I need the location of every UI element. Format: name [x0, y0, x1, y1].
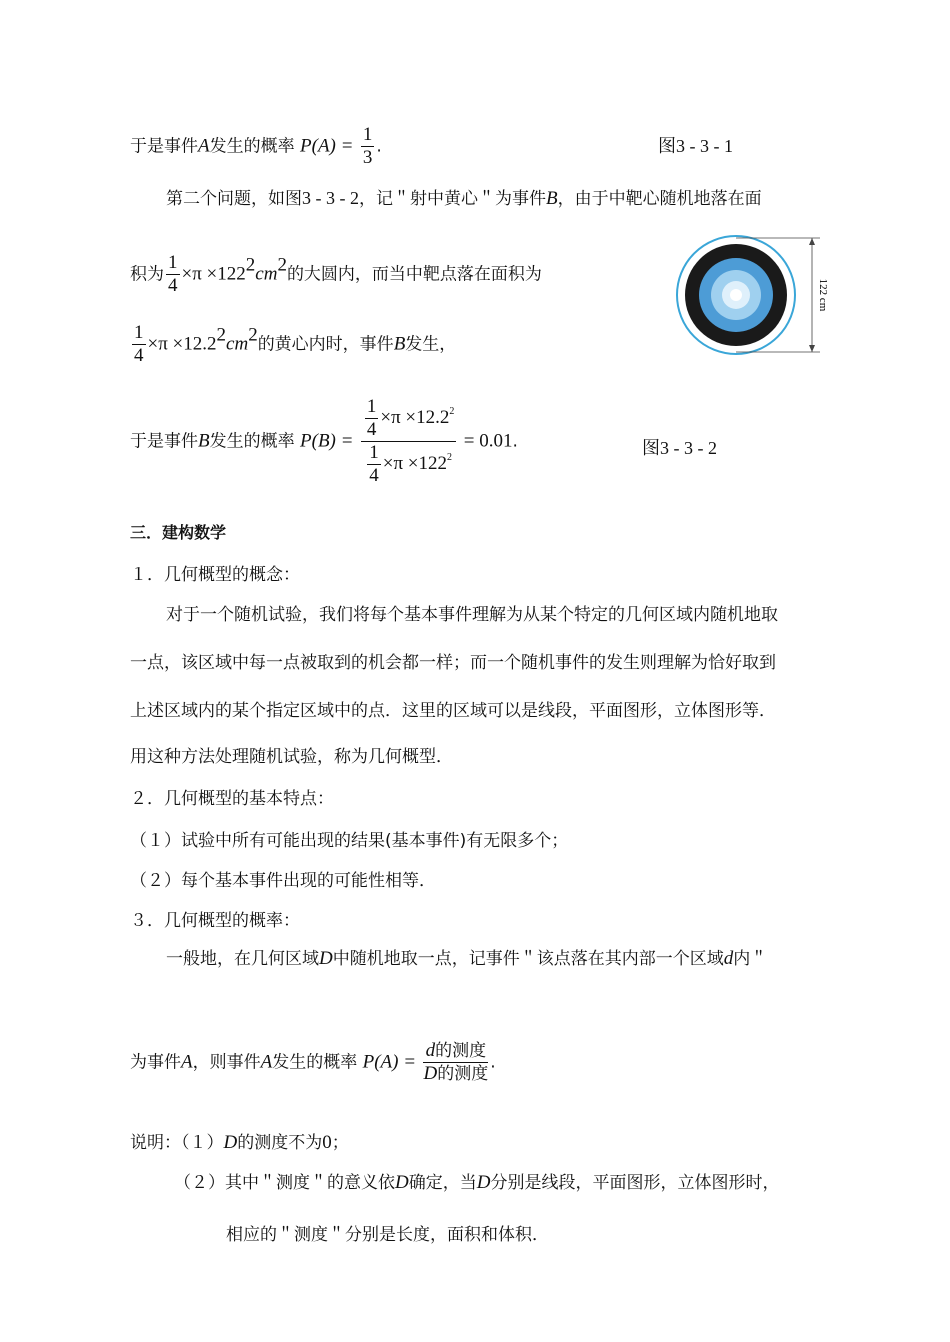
fraction-quarter — [365, 396, 379, 441]
text: 一般地，在几何区域 — [166, 949, 319, 969]
fraction-area-ratio — [361, 396, 457, 487]
text: 的测度 — [435, 1041, 487, 1061]
math-expr: ×π ×12.2 — [380, 406, 450, 428]
section-title: 三．建构数学 — [130, 523, 227, 542]
text: 的大圆内，而当中靶点落在面积为 — [286, 264, 542, 285]
numerator — [361, 396, 457, 442]
numerator: 1 — [366, 396, 377, 417]
denominator: 4 — [366, 419, 377, 440]
text: 发生的概率 — [209, 136, 295, 157]
math-var: B — [393, 333, 406, 355]
geometric-probability-formula — [130, 1040, 496, 1085]
text: 内＂ — [733, 949, 768, 969]
math-var: D — [319, 948, 333, 969]
math-var: D — [476, 1172, 491, 1193]
text: ，记＂射中黄心＂为事件 — [359, 189, 546, 209]
math-lhs: P(A) = — [300, 135, 354, 157]
result: = 0.01 — [463, 430, 513, 452]
area-line-1 — [130, 252, 542, 297]
definition-line-3: 上述区域内的某个指定区域中的点．这里的区域可以是线段，平面图形，立体图形等． — [130, 701, 776, 721]
unit: cm — [226, 333, 249, 355]
text: ，由于中靶心随机地落在面 — [557, 189, 762, 209]
math-var: D — [223, 1132, 238, 1153]
note-3: 相应的＂测度＂分别是长度，面积和体积． — [226, 1225, 549, 1245]
numerator: 1 — [369, 442, 379, 463]
numerator: 1 — [134, 322, 144, 343]
math-var: A — [181, 1051, 193, 1073]
text: 的测度 — [437, 1064, 489, 1084]
fraction-quarter — [367, 442, 381, 487]
probability-line-A — [130, 124, 382, 169]
note-2 — [174, 1168, 779, 1194]
general-statement — [166, 944, 767, 970]
fraction-quarter — [132, 322, 146, 367]
math-var: D — [395, 1172, 409, 1193]
math-num: 0 — [322, 1132, 332, 1153]
fraction-quarter — [166, 252, 180, 297]
numerator: 1 — [362, 124, 373, 145]
definition-line-4: 用这种方法处理随机试验，称为几何概型． — [130, 747, 453, 767]
math-var: A — [260, 1051, 273, 1073]
math-var: d — [425, 1040, 436, 1061]
denominator — [423, 1063, 488, 1085]
numerator: 1 — [168, 252, 178, 273]
figure-caption-2: 图3 - 3 - 2 — [642, 438, 717, 458]
math-var: B — [198, 430, 210, 452]
dimension-label: 122 cm — [817, 278, 829, 312]
text: 的黄心内时，事件 — [257, 334, 394, 355]
text: 发生的概率 — [272, 1052, 358, 1073]
math-var: d — [723, 948, 734, 969]
text: ，则事件 — [192, 1052, 261, 1073]
math-lhs: P(B) = — [300, 430, 354, 452]
text: 说明：（１） — [130, 1133, 224, 1153]
bullseye — [730, 289, 742, 301]
text: 中随机地取一点，记事件＂该点落在其内部一个区域 — [332, 949, 724, 969]
text: . — [376, 136, 382, 157]
text: 于是事件 — [130, 431, 198, 452]
denominator: 3 — [362, 147, 373, 168]
second-problem-line — [166, 184, 762, 210]
target-figure — [670, 232, 840, 362]
numerator — [423, 1040, 488, 1063]
text: 为事件 — [130, 1052, 181, 1073]
denominator: 4 — [134, 345, 144, 366]
math-lhs: P(A) = — [362, 1051, 417, 1073]
exponent: 2 — [216, 324, 227, 346]
math-var: B — [546, 188, 558, 209]
definition-line-2: 一点，该区域中每一点被取到的机会都一样；而一个随机事件的发生则理解为恰好取到 — [130, 653, 776, 673]
text: . — [490, 1052, 496, 1073]
figure-caption-1: 图3 - 3 - 1 — [658, 136, 733, 156]
denominator — [361, 442, 457, 487]
figure-ref: 3 - 3 - 2 — [302, 188, 359, 208]
item2-title: ２．几何概型的基本特点： — [130, 789, 334, 809]
text: 发生的概率 — [209, 431, 295, 452]
item1-title: １．几何概型的概念： — [130, 565, 300, 585]
arrow-up — [809, 238, 815, 245]
exponent: 2 — [447, 451, 453, 463]
fraction-measure — [423, 1040, 488, 1085]
feature-1: （１）试验中所有可能出现的结果(基本事件)有无限多个； — [130, 831, 569, 851]
arrow-down — [809, 345, 815, 352]
text: （２）其中＂测度＂的意义依 — [174, 1173, 395, 1193]
denominator: 4 — [369, 465, 379, 486]
area-line-2 — [130, 322, 456, 367]
exponent: 2 — [277, 254, 287, 276]
text: 第二个问题，如图 — [166, 189, 302, 209]
text: 积为 — [130, 264, 164, 285]
math-var: D — [423, 1063, 438, 1084]
fraction-one-third — [361, 124, 375, 169]
text: 确定，当 — [408, 1173, 477, 1193]
text: 发生， — [405, 334, 457, 355]
math-var: A — [198, 135, 210, 157]
math-expr: ×π ×12.2 — [147, 333, 217, 355]
math-expr: ×π ×122 — [382, 452, 448, 474]
feature-2: （２）每个基本事件出现的可能性相等． — [130, 871, 436, 891]
text: 的测度不为 — [237, 1133, 323, 1153]
exponent: 2 — [245, 254, 256, 276]
definition-line-1: 对于一个随机试验，我们将每个基本事件理解为从某个特定的几何区域内随机地取 — [166, 605, 778, 625]
exponent: 2 — [248, 324, 258, 346]
unit: cm — [255, 263, 278, 285]
math-expr: ×π ×122 — [181, 263, 246, 285]
note-1 — [130, 1128, 349, 1154]
probability-line-B — [130, 396, 518, 487]
text: 于是事件 — [130, 136, 198, 157]
exponent: 2 — [449, 405, 455, 417]
item3-title: ３．几何概型的概率： — [130, 911, 300, 931]
denominator: 4 — [168, 275, 178, 296]
text: 分别是线段，平面图形，立体图形时， — [490, 1173, 780, 1193]
text: ； — [331, 1133, 349, 1153]
text: . — [512, 431, 518, 452]
